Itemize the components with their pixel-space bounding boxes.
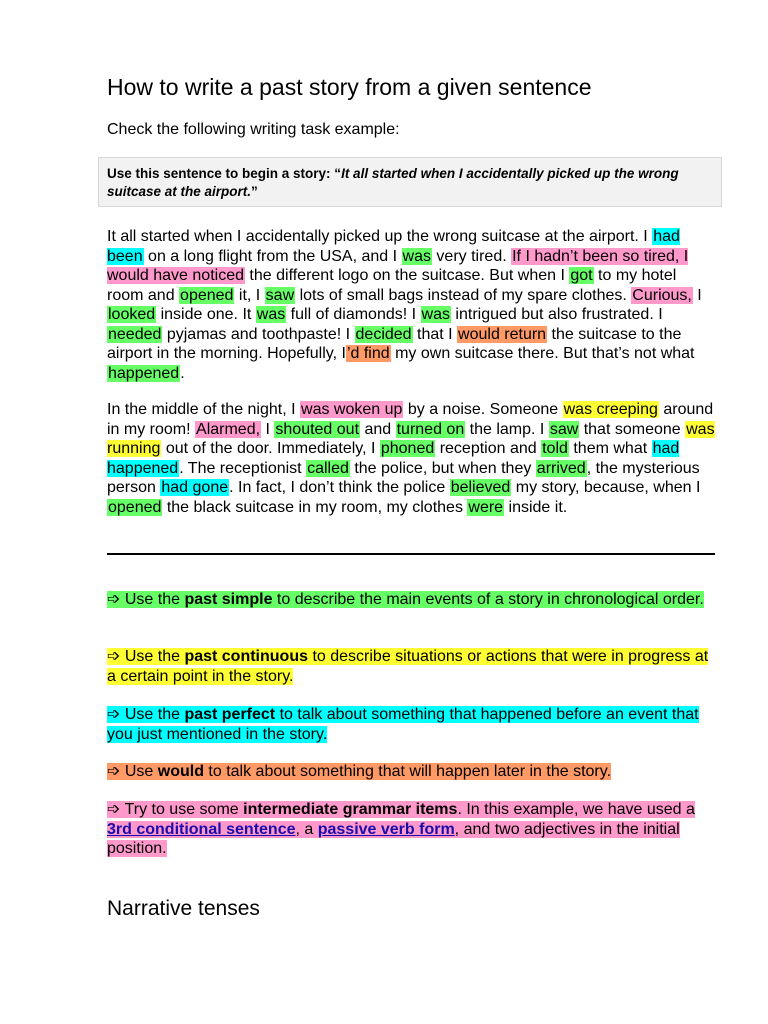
grammar-link[interactable]: passive verb form <box>317 820 455 838</box>
tip-keyword: past continuous <box>184 648 308 665</box>
tip-keyword: intermediate grammar items <box>243 801 458 818</box>
tip-keyword: would <box>157 763 204 780</box>
highlighted-verb: opened <box>180 286 234 304</box>
tip-past-simple <box>107 590 717 610</box>
highlighted-verb: If I hadn’t been so tired, I would have noticed <box>107 247 689 284</box>
tip-would <box>107 762 717 782</box>
tip-highlight <box>107 801 695 857</box>
tip-highlight <box>107 648 708 685</box>
story-text: it, I <box>234 286 265 304</box>
story-text: I <box>261 420 275 438</box>
tip-text: ➩ Use the <box>107 648 185 665</box>
story-text: inside one. It <box>156 306 256 323</box>
story-text: my story, because, when I <box>511 479 701 496</box>
tip-past-perfect <box>107 705 717 744</box>
highlighted-verb: called <box>307 459 349 477</box>
tip-text: ➩ Try to use some <box>107 801 244 818</box>
section-title-narrative-tenses: Narrative tenses <box>107 897 260 920</box>
story-text: and <box>360 420 396 438</box>
tip-text: to talk about something that will happen later in the story. <box>203 763 612 780</box>
tip-text: to describe the main events of a story in chronological order. <box>272 591 704 608</box>
story-text: intrigued but also frustrated. I <box>450 306 663 323</box>
writing-task-box <box>98 157 722 207</box>
highlighted-verb: decided <box>355 325 412 343</box>
tip-keyword: past perfect <box>184 706 276 723</box>
story-text: the black suitcase in my room, my clothes <box>162 498 468 516</box>
story-text: reception and <box>435 440 542 457</box>
story-text: . In fact, I don’t think the police <box>229 479 450 496</box>
story-paragraph-2 <box>107 400 717 517</box>
intro-text: Check the following writing task example: <box>107 121 400 138</box>
story-text: to my hotel room and <box>107 267 677 304</box>
task-lead: Use this sentence to begin a story: “ <box>107 166 342 181</box>
story-text: In the middle of the night, I <box>107 401 301 418</box>
highlighted-verb: opened <box>108 498 162 516</box>
story-paragraph-1 <box>107 227 717 383</box>
highlighted-verb: was <box>402 247 431 265</box>
highlighted-verb: was creeping <box>563 401 658 418</box>
highlighted-verb: looked <box>108 306 156 323</box>
highlighted-verb: saw <box>549 420 579 438</box>
story-text: I <box>692 286 702 304</box>
highlighted-verb: turned on <box>396 420 465 438</box>
highlighted-verb: Curious, <box>632 286 692 304</box>
story-text: very tired. <box>431 247 512 265</box>
story-text: on a long flight from the USA, and I <box>143 247 402 265</box>
story-text: the police, but when they <box>349 459 536 477</box>
tip-text: , a <box>295 820 318 838</box>
highlighted-verb: was woken up <box>301 401 403 418</box>
highlighted-verb: got <box>570 267 593 284</box>
tip-text: . In this example, we have used a <box>457 801 695 818</box>
highlighted-verb: ’d find <box>346 345 390 362</box>
tip-past-continuous <box>107 647 717 686</box>
highlighted-verb: saw <box>265 286 295 304</box>
story-text: It all started when I accidentally picked up the wrong suitcase at the airport. I <box>107 228 653 245</box>
grammar-link[interactable]: 3rd conditional sentence <box>107 820 296 838</box>
highlighted-verb: phoned <box>380 440 435 457</box>
task-quote: It all started when I accidentally picked up the wrong suitcase at the airport. <box>107 166 679 199</box>
highlighted-verb: needed <box>108 325 162 343</box>
highlighted-verb: was running <box>107 420 715 457</box>
tip-text: to describe situations or actions that were in progress at a certain point in the story. <box>107 648 709 685</box>
story-text: by a noise. Someone <box>403 401 563 418</box>
highlighted-verb: had happened <box>107 440 680 477</box>
story-text: that I <box>412 325 458 343</box>
story-text: pyjamas and toothpaste! I <box>162 325 355 343</box>
highlighted-verb: were <box>468 498 504 516</box>
story-text: the suitcase to the airport in the morning. Hopefully, I <box>107 325 682 362</box>
tip-text: , and two adjectives in the initial position. <box>107 820 680 857</box>
highlighted-verb: happened <box>108 364 180 382</box>
highlighted-verb: Alarmed, <box>196 420 261 438</box>
story-text: around in my room! <box>107 401 714 438</box>
highlighted-verb: arrived <box>536 459 586 477</box>
highlighted-verb: shouted out <box>275 420 360 438</box>
tip-highlight <box>107 763 611 780</box>
highlighted-verb: believed <box>450 479 511 496</box>
highlighted-verb: had gone <box>161 479 229 496</box>
tip-keyword: past simple <box>184 591 273 608</box>
tip-text: ➩ Use <box>107 763 158 780</box>
story-text: them what <box>568 440 652 457</box>
highlighted-verb: was <box>256 306 286 323</box>
highlighted-verb: was <box>421 306 450 323</box>
story-text: inside it. <box>504 498 568 516</box>
story-text: out of the door. Immediately, I <box>161 440 380 457</box>
story-text: the lamp. I <box>465 420 549 438</box>
highlighted-verb: told <box>542 440 568 457</box>
story-text: that someone <box>579 420 686 438</box>
tip-text: to talk about something that happened before an event that you just mentioned in the story. <box>107 706 699 743</box>
story-text: . The receptionist <box>179 459 307 477</box>
story-text: . <box>180 364 185 382</box>
tip-text: ➩ Use the <box>107 706 185 723</box>
divider <box>107 553 715 555</box>
tip-text: ➩ Use the <box>107 591 185 608</box>
highlighted-verb: had been <box>107 228 680 265</box>
story-text: lots of small bags instead of my spare clothes. <box>295 286 632 304</box>
tip-highlight <box>107 706 699 743</box>
highlighted-verb: would return <box>458 325 547 343</box>
page-title: How to write a past story from a given sentence <box>107 74 592 100</box>
tip-highlight <box>107 591 704 608</box>
task-end: ” <box>251 184 258 199</box>
story-text: full of diamonds! I <box>286 306 421 323</box>
story-text: the different logo on the suitcase. But when I <box>244 267 570 284</box>
story-text: my own suitcase there. But that’s not what <box>390 345 695 362</box>
tip-intermediate-grammar <box>107 800 717 859</box>
story-text: , the mysterious person <box>107 459 700 496</box>
